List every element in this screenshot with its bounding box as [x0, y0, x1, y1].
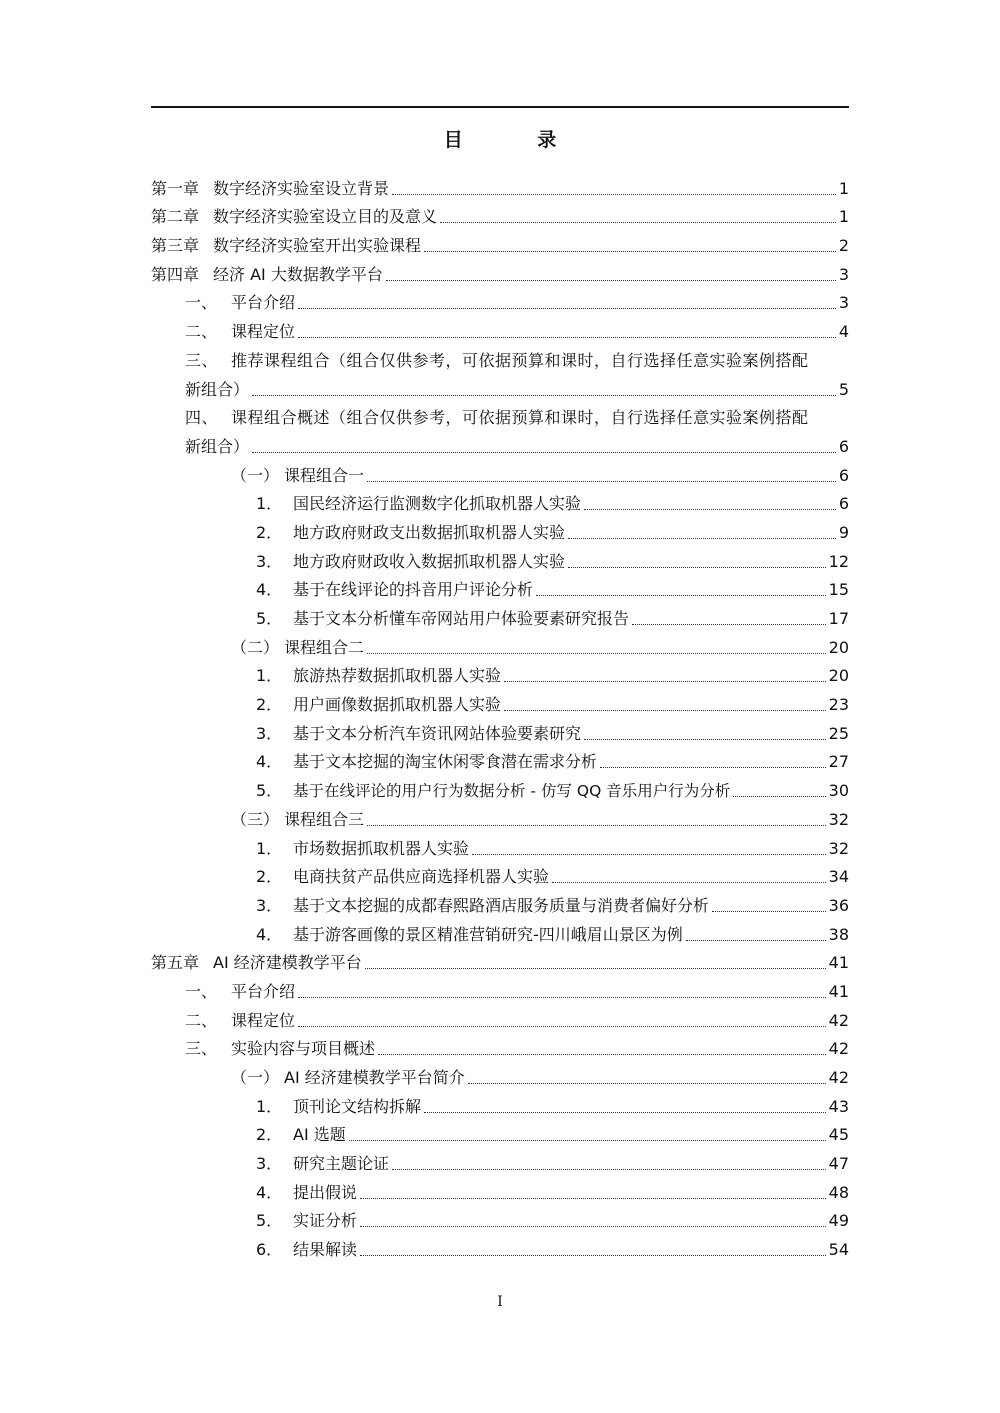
leader-dots [712, 911, 826, 912]
entry-page: 30 [828, 781, 849, 801]
leader-dots [392, 1169, 826, 1170]
entry-page: 34 [828, 867, 849, 887]
toc-entry-subsection[interactable] [151, 458, 849, 487]
entry-text: 国民经济运行监测数字化抓取机器人实验 [293, 494, 582, 514]
entry-number: 第二章 [151, 207, 200, 227]
entry-page: 41 [828, 981, 849, 1001]
entry-page: 54 [828, 1240, 849, 1260]
entry-text: 数字经济实验室开出实验课程 [213, 236, 422, 256]
entry-text: 电商扶贫产品供应商选择机器人实验 [293, 867, 550, 887]
entry-text: 提出假说 [293, 1182, 358, 1202]
entry-number: 2． [256, 695, 283, 715]
leader-dots [367, 825, 826, 826]
entry-number: （一） [231, 465, 280, 485]
entry-page: 2 [838, 236, 849, 256]
entry-text: 数字经济实验室设立目的及意义 [213, 207, 438, 227]
entry-number: （二） [231, 637, 280, 657]
leader-dots [472, 854, 826, 855]
toc-entry-section[interactable] [151, 1032, 849, 1061]
entry-number: 5． [256, 781, 283, 801]
entry-page: 1 [838, 178, 849, 198]
entry-number: （三） [231, 809, 280, 829]
toc-entry-chapter-4[interactable] [151, 257, 849, 286]
toc-entry-item[interactable] [151, 487, 849, 516]
entry-page: 15 [828, 580, 849, 600]
entry-page: 49 [828, 1211, 849, 1231]
leader-dots [392, 194, 836, 195]
entry-page: 42 [828, 1039, 849, 1059]
entry-text-continued: 新组合） [185, 379, 250, 399]
leader-dots [367, 481, 836, 482]
entry-text: 实验内容与项目概述 [231, 1039, 376, 1059]
leader-dots [386, 280, 836, 281]
entry-number: 二、 [185, 322, 218, 342]
entry-number: 4． [256, 1182, 283, 1202]
leader-dots [424, 251, 836, 252]
leader-dots [584, 739, 826, 740]
entry-page: 17 [828, 609, 849, 628]
entry-text: 基于游客画像的景区精准营销研究-四川峨眉山景区为例 [293, 924, 683, 944]
toc-entry-section[interactable] [151, 974, 849, 1003]
entry-page: 23 [828, 695, 849, 715]
entry-text: 市场数据抓取机器人实验 [293, 838, 470, 858]
toc-entry-item[interactable] [151, 515, 849, 544]
entry-number: 1． [256, 494, 283, 514]
entry-page: 36 [828, 895, 849, 915]
toc-entry-chapter-2[interactable] [151, 200, 849, 229]
entry-page: 42 [828, 1010, 849, 1030]
entry-text: 基于在线评论的抖音用户评论分析 [293, 580, 534, 600]
toc-entry-item[interactable] [151, 745, 849, 774]
toc-entry-section[interactable] [151, 1003, 849, 1032]
leader-dots [298, 308, 836, 309]
leader-dots [733, 796, 825, 797]
leader-dots [468, 1083, 826, 1084]
entry-text: 基于文本分析懂车帝网站用户体验要素研究报告 [293, 609, 630, 628]
entry-number: 4． [256, 752, 283, 772]
entry-text: AI 经济建模教学平台 [213, 953, 362, 973]
toc-entry-item[interactable] [151, 659, 849, 688]
entry-text: 推荐课程组合（组合仅供参考，可依据预算和课时，自行选择任意实验案例搭配 [231, 350, 809, 370]
toc-entry-subsection[interactable] [151, 802, 849, 831]
entry-text: 课程组合概述（组合仅供参考，可依据预算和课时，自行选择任意实验案例搭配 [231, 408, 809, 428]
entry-number: （一） [231, 1068, 280, 1087]
toc-entry-section-wrapped[interactable] [151, 343, 849, 400]
entry-page: 5 [838, 379, 849, 399]
entry-number: 1． [256, 838, 283, 858]
entry-number: 第一章 [151, 178, 200, 198]
leader-dots [367, 653, 826, 654]
entry-text: AI 选题 [293, 1125, 346, 1145]
leader-dots [536, 595, 826, 596]
entry-number: 4． [256, 580, 283, 600]
entry-page: 6 [838, 436, 849, 456]
leader-dots [600, 767, 826, 768]
entry-text: 基于文本分析汽车资讯网站体验要素研究 [293, 723, 582, 743]
entry-text: 用户画像数据抓取机器人实验 [293, 695, 502, 715]
entry-number: 2． [256, 522, 283, 542]
entry-page: 25 [828, 723, 849, 743]
toc-entry-subsection[interactable] [151, 630, 849, 659]
entry-text: 顶刊论文结构拆解 [293, 1096, 422, 1116]
toc-entry-item[interactable] [151, 831, 849, 860]
entry-text: 课程组合三 [284, 809, 365, 829]
leader-dots [686, 940, 826, 941]
leader-dots [298, 337, 836, 338]
toc-entry-item[interactable] [151, 716, 849, 745]
toc-entry-section[interactable] [151, 314, 849, 343]
entry-text: 平台介绍 [231, 981, 296, 1001]
entry-page: 42 [828, 1068, 849, 1087]
entry-text: 地方政府财政收入数据抓取机器人实验 [293, 551, 566, 571]
entry-number: 3． [256, 551, 283, 571]
leader-dots [360, 1198, 826, 1199]
entry-number: 第三章 [151, 236, 200, 256]
leader-dots [632, 624, 826, 625]
toc-title: 目 录 [443, 129, 591, 151]
entry-page: 45 [828, 1125, 849, 1145]
entry-text: 实证分析 [293, 1211, 358, 1231]
toc-entry-section-wrapped[interactable] [151, 401, 849, 458]
entry-number: 一、 [185, 981, 218, 1001]
toc-entry-item[interactable] [151, 687, 849, 716]
leader-dots [504, 681, 826, 682]
leader-dots [504, 710, 826, 711]
toc-entry-item[interactable] [151, 601, 849, 630]
entry-text: 研究主题论证 [293, 1154, 390, 1174]
leader-dots [568, 538, 836, 539]
toc-entry-item[interactable] [151, 1118, 849, 1147]
entry-number: 4． [256, 924, 283, 944]
entry-page: 1 [838, 207, 849, 227]
entry-number: 三、 [185, 1039, 218, 1059]
leader-dots [365, 968, 826, 969]
entry-text: 数字经济实验室设立背景 [213, 178, 390, 198]
toc-entry-item[interactable] [151, 888, 849, 917]
entry-number: 1． [256, 1096, 283, 1116]
toc-entry-item[interactable] [151, 544, 849, 573]
entry-text: 课程定位 [231, 322, 296, 342]
toc-entry-chapter-5[interactable] [151, 946, 849, 975]
entry-text: 课程定位 [231, 1010, 296, 1030]
entry-page: 43 [828, 1096, 849, 1116]
entry-page: 12 [828, 551, 849, 571]
toc-entry-section[interactable] [151, 286, 849, 315]
entry-number: 3． [256, 895, 283, 915]
leader-dots [252, 395, 836, 396]
entry-number: 5． [256, 1211, 283, 1231]
entry-text: 课程组合一 [284, 465, 365, 485]
toc-entry-chapter-3[interactable] [151, 228, 849, 257]
leader-dots [360, 1255, 826, 1256]
entry-text: 结果解读 [293, 1240, 358, 1260]
entry-number: 第四章 [151, 264, 200, 284]
table-of-contents [151, 171, 849, 1261]
toc-entry-item[interactable] [151, 1089, 849, 1118]
entry-number: 第五章 [151, 953, 200, 973]
entry-page: 3 [838, 293, 849, 313]
toc-entry-item[interactable] [151, 1146, 849, 1175]
entry-text: 基于在线评论的用户行为数据分析 - 仿写 QQ 音乐用户行为分析 [293, 782, 731, 801]
toc-entry-item[interactable] [151, 1232, 849, 1261]
entry-text: 基于文本挖掘的淘宝休闲零食潜在需求分析 [293, 752, 598, 772]
entry-page: 20 [828, 637, 849, 657]
entry-text: 课程组合二 [284, 637, 365, 657]
page-number-footer: I [497, 1294, 503, 1310]
entry-text: 旅游热荐数据抓取机器人实验 [293, 666, 502, 686]
entry-number: 1． [256, 666, 283, 686]
entry-page: 48 [828, 1182, 849, 1202]
entry-number: 5． [256, 609, 283, 628]
toc-entry-item[interactable] [151, 860, 849, 889]
leader-dots [349, 1140, 826, 1141]
leader-dots [378, 1054, 826, 1055]
entry-text-continued: 新组合） [185, 436, 250, 456]
leader-dots [298, 997, 826, 998]
entry-number: 一、 [185, 293, 218, 313]
entry-number: 2． [256, 867, 283, 887]
entry-text: AI 经济建模教学平台简介 [284, 1068, 465, 1087]
entry-number: 三、 [185, 350, 219, 370]
leader-dots [252, 452, 836, 453]
entry-number: 3． [256, 723, 283, 743]
toc-entry-item[interactable] [151, 1204, 849, 1233]
entry-number: 6． [256, 1240, 283, 1260]
entry-page: 20 [828, 666, 849, 686]
entry-number: 四、 [185, 408, 219, 428]
entry-page: 47 [828, 1154, 849, 1174]
entry-text: 平台介绍 [231, 293, 296, 313]
header-rule [151, 106, 849, 108]
entry-text: 经济 AI 大数据教学平台 [213, 264, 383, 284]
entry-page: 6 [838, 494, 849, 514]
entry-number: 3． [256, 1154, 283, 1174]
toc-entry-item[interactable] [151, 773, 849, 802]
leader-dots [440, 222, 836, 223]
entry-text: 基于文本挖掘的成都春熙路酒店服务质量与消费者偏好分析 [293, 895, 710, 915]
leader-dots [584, 509, 836, 510]
leader-dots [424, 1112, 826, 1113]
entry-page: 9 [838, 522, 849, 542]
entry-page: 32 [828, 809, 849, 829]
entry-page: 6 [838, 465, 849, 485]
toc-entry-item[interactable] [151, 573, 849, 602]
entry-page: 4 [838, 322, 849, 342]
entry-number: 二、 [185, 1010, 218, 1030]
toc-entry-chapter-1[interactable] [151, 171, 849, 200]
leader-dots [360, 1226, 826, 1227]
entry-page: 3 [838, 264, 849, 284]
leader-dots [568, 567, 826, 568]
entry-page: 32 [828, 838, 849, 858]
toc-entry-item[interactable] [151, 1175, 849, 1204]
leader-dots [552, 882, 826, 883]
entry-page: 27 [828, 752, 849, 772]
toc-entry-subsection[interactable] [151, 1060, 849, 1089]
entry-text: 地方政府财政支出数据抓取机器人实验 [293, 522, 566, 542]
toc-entry-item[interactable] [151, 917, 849, 946]
entry-page: 41 [828, 953, 849, 973]
leader-dots [298, 1026, 826, 1027]
entry-number: 2． [256, 1125, 283, 1145]
entry-page: 38 [828, 924, 849, 944]
